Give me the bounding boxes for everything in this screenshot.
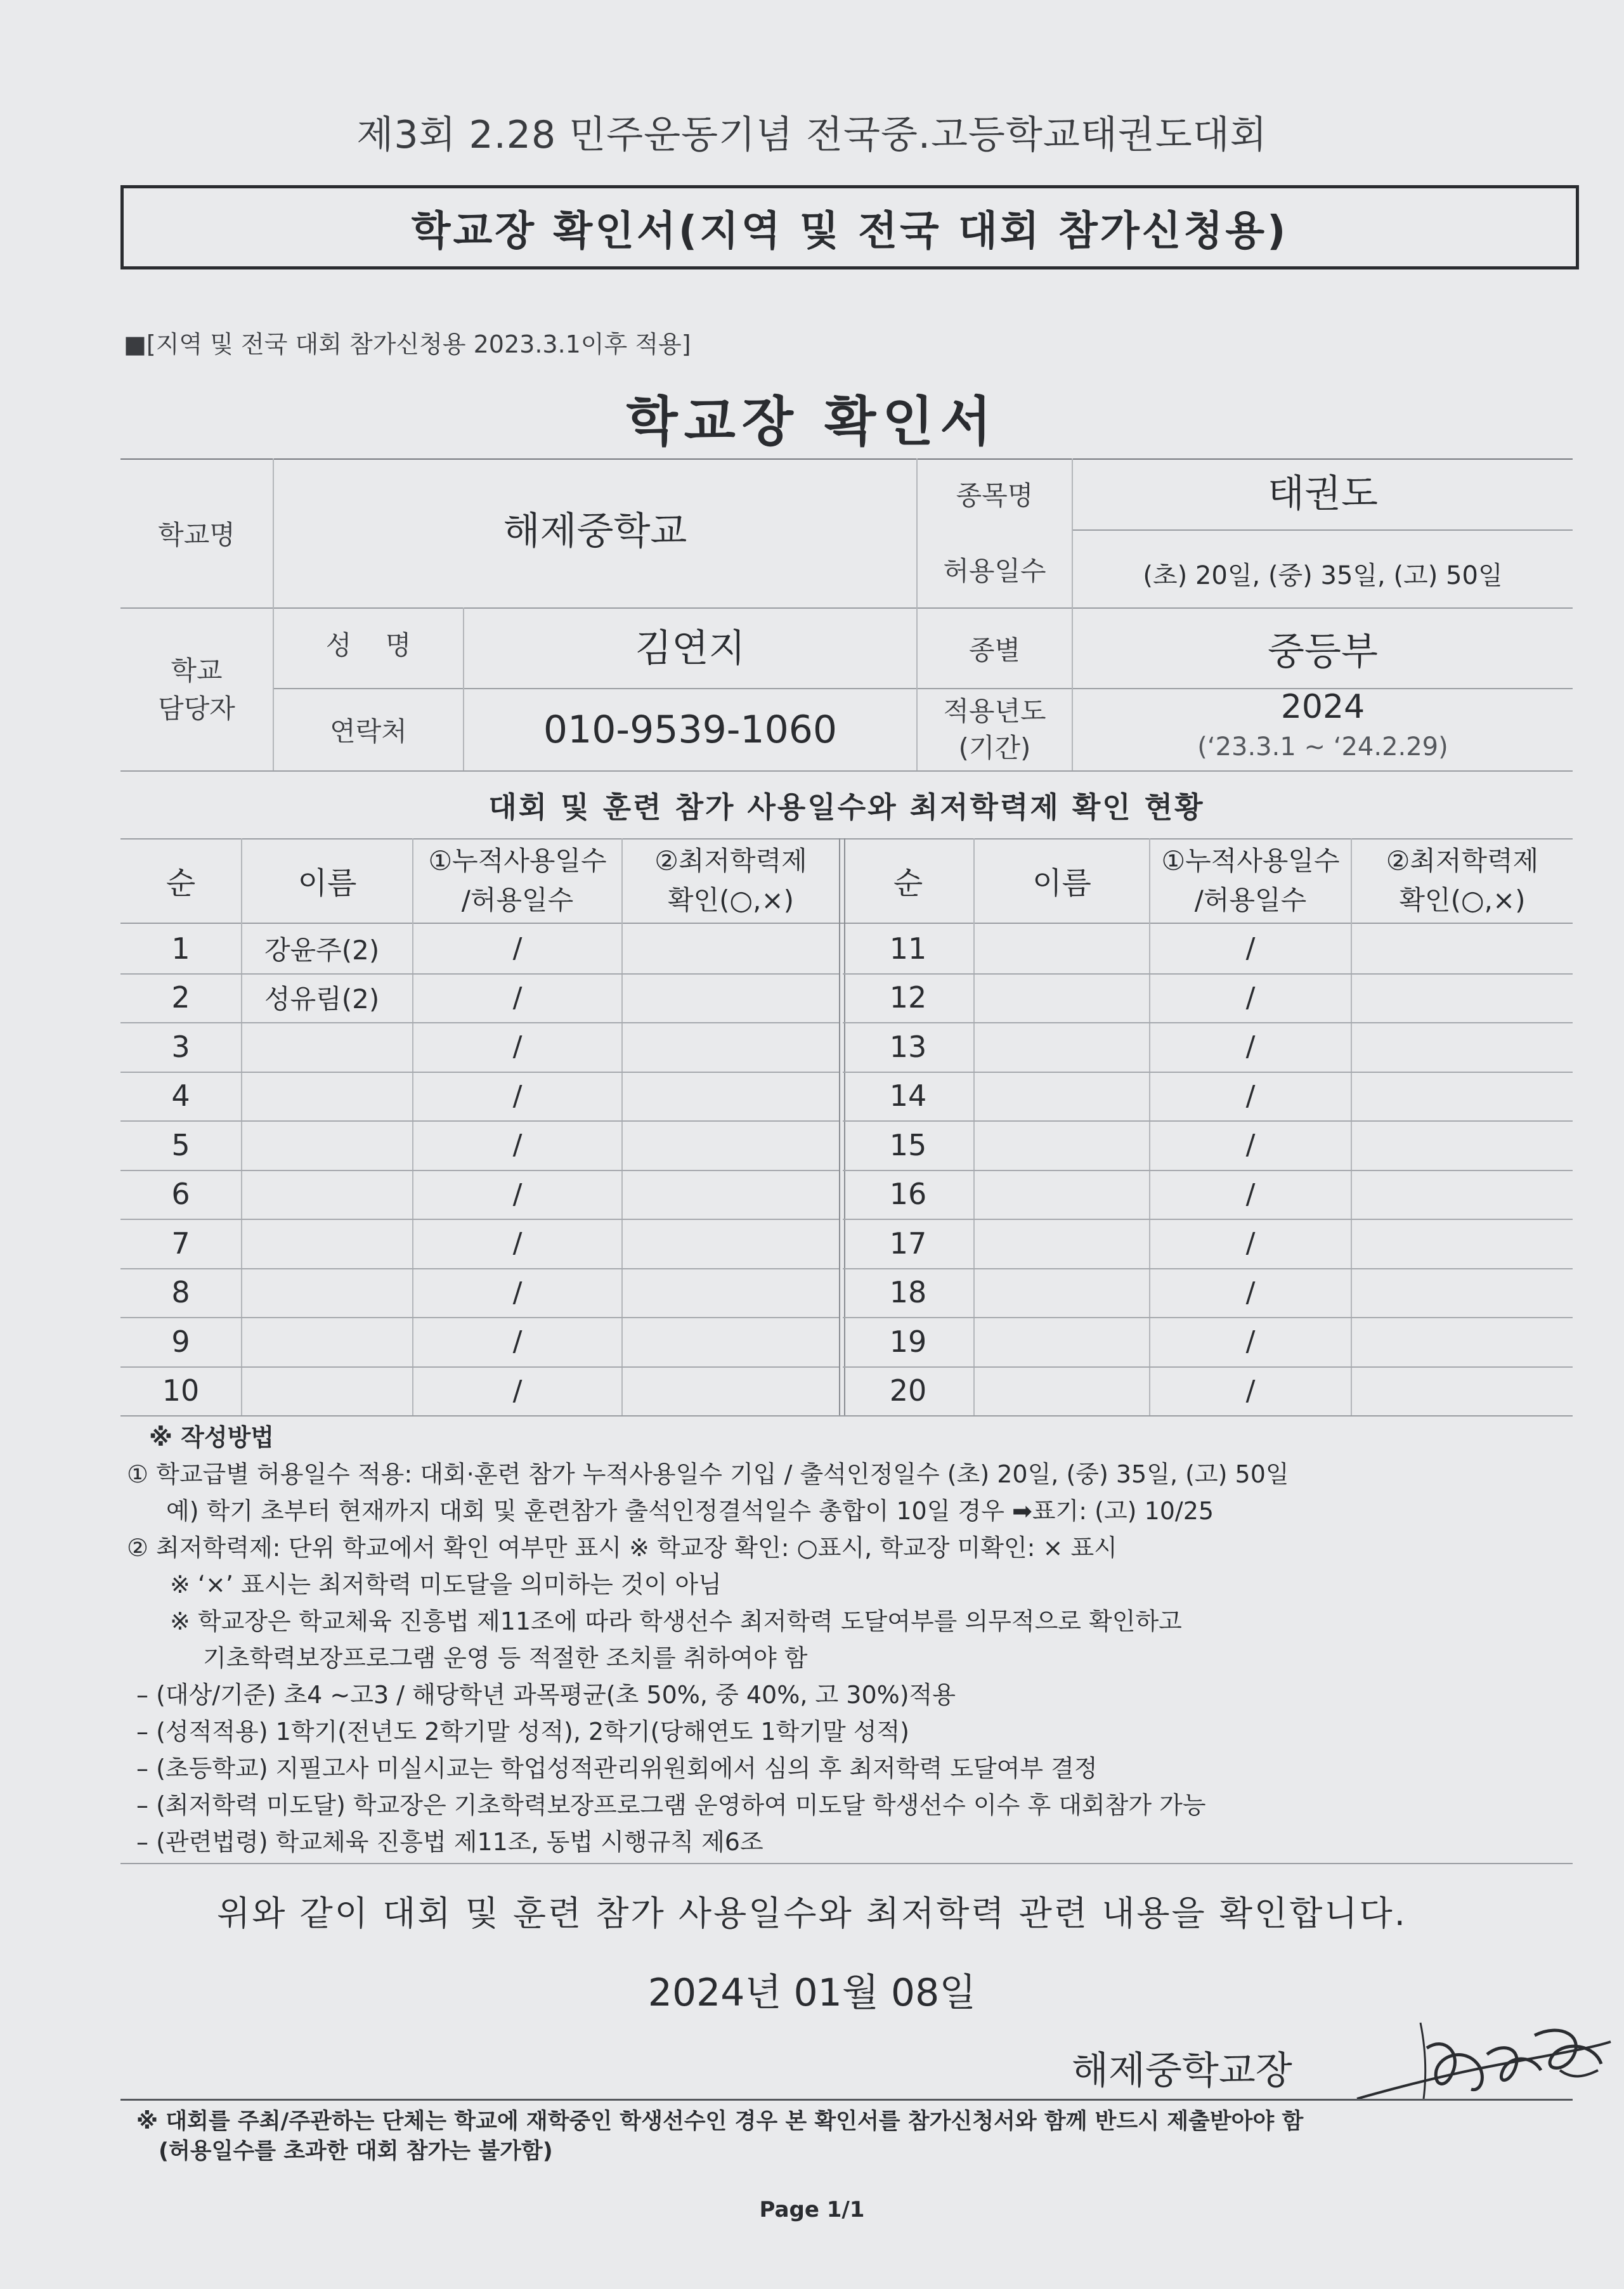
row-cumulative-days: / <box>512 1129 523 1162</box>
row-name <box>242 1170 412 1219</box>
row-name <box>975 924 1149 973</box>
row-name <box>975 973 1149 1023</box>
phone-value: 010-9539-1060 <box>543 708 838 752</box>
header-cumulative-left: ①누적사용일수 /허용일수 <box>428 845 607 916</box>
instruction-line: 기초학력보장프로그램 운영 등 적절한 조치를 취하여야 함 <box>203 1644 808 1672</box>
row-name <box>975 1268 1149 1318</box>
school-value: 해제중학교 <box>503 509 687 554</box>
row-cumulative-days: / <box>1245 1030 1256 1063</box>
row-min-academic-check <box>1352 1268 1573 1318</box>
row-min-academic-check <box>623 1268 839 1318</box>
row-min-academic-check <box>623 1317 839 1366</box>
subheader: ■[지역 및 전국 대회 참가신청용 2023.3.1이후 적용] <box>124 330 691 358</box>
instruction-line: ② 최저학력제: 단위 학교에서 확인 여부만 표시 ※ 학교장 확인: ○표시, 학교장 미확인: × 표시 <box>127 1534 1117 1562</box>
boxed-title: 학교장 확인서(지역 및 전국 대회 참가신청용) <box>411 207 1289 255</box>
allowed-label: 허용일수 <box>943 555 1046 587</box>
row-min-academic-check <box>1352 1366 1573 1416</box>
allowed-value: (초) 20일, (중) 35일, (고) 50일 <box>1143 561 1503 590</box>
row-number: 3 <box>171 1029 190 1064</box>
row-name <box>242 1219 412 1268</box>
date: 2024년 01월 08일 <box>647 1971 977 2015</box>
category-value: 중등부 <box>1268 629 1378 674</box>
instructions-block <box>127 1419 1573 1860</box>
year-value: 2024 <box>1280 688 1365 726</box>
row-min-academic-check <box>1352 1170 1573 1219</box>
row-min-academic-check <box>623 1072 839 1121</box>
row-min-academic-check <box>1352 1022 1573 1072</box>
instruction-line: ※ 학교장은 학교체육 진흥법 제11조에 따라 학생선수 최저학력 도달여부를 의무적으로 확인하고 <box>170 1607 1182 1635</box>
section-title: 대회 및 훈련 참가 사용일수와 최저학력제 확인 현황 <box>488 789 1205 824</box>
period-value: (‘23.3.1 ~ ‘24.2.29) <box>1197 732 1448 762</box>
footer-line <box>120 2099 1573 2101</box>
row-min-academic-check <box>1352 973 1573 1023</box>
row-number: 15 <box>889 1127 927 1162</box>
row-cumulative-days: / <box>1245 1227 1256 1260</box>
row-cumulative-days: / <box>1245 1079 1256 1112</box>
row-min-academic-check <box>1352 1317 1573 1366</box>
row-number: 5 <box>171 1127 190 1162</box>
row-cumulative-days: / <box>512 1227 523 1260</box>
row-cumulative-days: / <box>512 1030 523 1063</box>
instructions-heading: ※ 작성방법 <box>149 1423 275 1451</box>
instruction-line: ① 학교급별 허용일수 적용: 대회·훈련 참가 누적사용일수 기입 / 출석인정일수 (초) 20일, (중) 35일, (고) 50일 <box>127 1460 1289 1488</box>
row-name <box>242 1268 412 1318</box>
row-number: 2 <box>171 980 190 1015</box>
row-min-academic-check <box>623 973 839 1023</box>
row-name <box>975 1072 1149 1121</box>
instruction-line: – (최저학력 미도달) 학교장은 기초학력보장프로그램 운영하여 미도달 학생선수 이수 후 대회참가 가능 <box>136 1791 1206 1819</box>
row-number: 9 <box>171 1324 190 1359</box>
row-number: 13 <box>889 1029 927 1064</box>
row-name: 성유림(2) <box>264 983 380 1015</box>
year-label: 적용년도 (기간) <box>943 696 1046 763</box>
row-number: 19 <box>889 1324 927 1359</box>
row-number: 10 <box>162 1373 200 1408</box>
category-label: 종별 <box>968 634 1021 666</box>
instruction-line: ※ ‘×’ 표시는 최저학력 미도달을 의미하는 것이 아님 <box>170 1571 722 1598</box>
row-number: 1 <box>171 931 190 966</box>
table-line-bottom <box>120 1415 1573 1417</box>
header-min-academic-right: ②최저학력제 확인(○,×) <box>1386 845 1539 916</box>
instructions-bottom-line <box>120 1863 1573 1864</box>
footer-note-2: (허용일수를 초과한 대회 참가는 불가함) <box>159 2139 553 2164</box>
row-min-academic-check <box>623 1170 839 1219</box>
row-name <box>242 1022 412 1072</box>
row-min-academic-check <box>1352 1219 1573 1268</box>
row-number: 12 <box>889 980 927 1015</box>
row-number: 11 <box>889 931 927 966</box>
boxed-title-frame <box>120 185 1579 269</box>
row-name <box>975 1317 1149 1366</box>
row-min-academic-check <box>623 1120 839 1170</box>
row-min-academic-check <box>623 1219 839 1268</box>
event-label: 종목명 <box>956 480 1034 511</box>
row-min-academic-check <box>623 1022 839 1072</box>
row-number: 4 <box>171 1079 190 1113</box>
phone-label: 연락처 <box>330 716 407 747</box>
row-name <box>975 1170 1149 1219</box>
row-cumulative-days: / <box>1245 1374 1256 1407</box>
header-seq-left: 순 <box>166 866 196 901</box>
row-name <box>242 1072 412 1121</box>
page-number: Page 1/1 <box>759 2197 865 2222</box>
row-cumulative-days: / <box>512 1079 523 1112</box>
row-number: 16 <box>889 1177 927 1212</box>
row-name <box>242 1120 412 1170</box>
instruction-line: – (관련법령) 학교체육 진흥법 제11조, 동법 시행규칙 제6조 <box>136 1828 763 1856</box>
row-cumulative-days: / <box>1245 1177 1256 1210</box>
row-cumulative-days: / <box>512 1276 523 1309</box>
footer-note-1: ※ 대회를 주최/주관하는 단체는 학교에 재학중인 학생선수인 경우 본 확인서를 참가신청서와 함께 반드시 제출받아야 함 <box>136 2109 1304 2134</box>
info-line-mid-right <box>1072 529 1573 531</box>
row-min-academic-check <box>1352 1120 1573 1170</box>
row-number: 8 <box>171 1275 190 1310</box>
header-min-academic-left: ②최저학력제 확인(○,×) <box>654 845 807 916</box>
row-cumulative-days: / <box>512 932 523 965</box>
row-number: 6 <box>171 1177 190 1212</box>
row-cumulative-days: / <box>512 1177 523 1210</box>
row-name <box>242 1366 412 1416</box>
school-label: 학교명 <box>158 519 235 550</box>
competition-title: 제3회 2.28 민주운동기념 전국중.고등학교태권도대회 <box>356 113 1268 157</box>
instruction-line: – (초등학교) 지필고사 미실시교는 학업성적관리위원회에서 심의 후 최저학력 도달여부 결정 <box>136 1754 1098 1782</box>
row-cumulative-days: / <box>512 981 523 1014</box>
row-number: 7 <box>171 1226 190 1261</box>
row-cumulative-days: / <box>1245 981 1256 1014</box>
event-value: 태권도 <box>1268 472 1378 516</box>
name-label: 성 명 <box>325 630 412 661</box>
contact-person-label: 학교 담당자 <box>158 654 235 724</box>
row-number: 17 <box>889 1226 927 1261</box>
row-cumulative-days: / <box>512 1325 523 1358</box>
header-seq-right: 순 <box>893 866 923 901</box>
doc-title: 학교장 확인서 <box>626 391 998 453</box>
confirmation-statement: 위와 같이 대회 및 훈련 참가 사용일수와 최저학력 관련 내용을 확인합니다. <box>217 1893 1407 1933</box>
row-cumulative-days: / <box>1245 1325 1256 1358</box>
row-number: 18 <box>889 1275 927 1310</box>
row-min-academic-check <box>623 1366 839 1416</box>
header-name-right: 이름 <box>1032 866 1091 901</box>
row-number: 20 <box>889 1373 927 1408</box>
row-cumulative-days: / <box>1245 1276 1256 1309</box>
row-number: 14 <box>889 1079 927 1113</box>
row-cumulative-days: / <box>512 1374 523 1407</box>
header-cumulative-right: ①누적사용일수 /허용일수 <box>1161 845 1340 916</box>
row-min-academic-check <box>1352 924 1573 973</box>
row-min-academic-check <box>1352 1072 1573 1121</box>
signer: 해제중학교장 <box>1072 2049 1292 2093</box>
signature-stamp <box>1351 2010 1617 2111</box>
row-cumulative-days: / <box>1245 1129 1256 1162</box>
name-value: 김연지 <box>635 626 746 671</box>
row-min-academic-check <box>623 924 839 973</box>
row-name <box>975 1219 1149 1268</box>
row-name <box>242 1317 412 1366</box>
instruction-line: – (대상/기준) 초4 ~고3 / 해당학년 과목평균(초 50%, 중 40%, 고 30%)적용 <box>136 1681 956 1709</box>
instruction-line: – (성적적용) 1학기(전년도 2학기말 성적), 2학기(당해연도 1학기말 성적) <box>136 1718 909 1746</box>
header-name-left: 이름 <box>297 866 357 901</box>
row-name <box>975 1366 1149 1416</box>
row-name: 강윤주(2) <box>264 934 380 966</box>
row-name <box>975 1022 1149 1072</box>
row-name <box>975 1120 1149 1170</box>
row-cumulative-days: / <box>1245 932 1256 965</box>
instruction-line: 예) 학기 초부터 현재까지 대회 및 훈련참가 출석인정결석일수 총합이 10일 경우 ➡표기: (고) 10/25 <box>166 1497 1214 1525</box>
